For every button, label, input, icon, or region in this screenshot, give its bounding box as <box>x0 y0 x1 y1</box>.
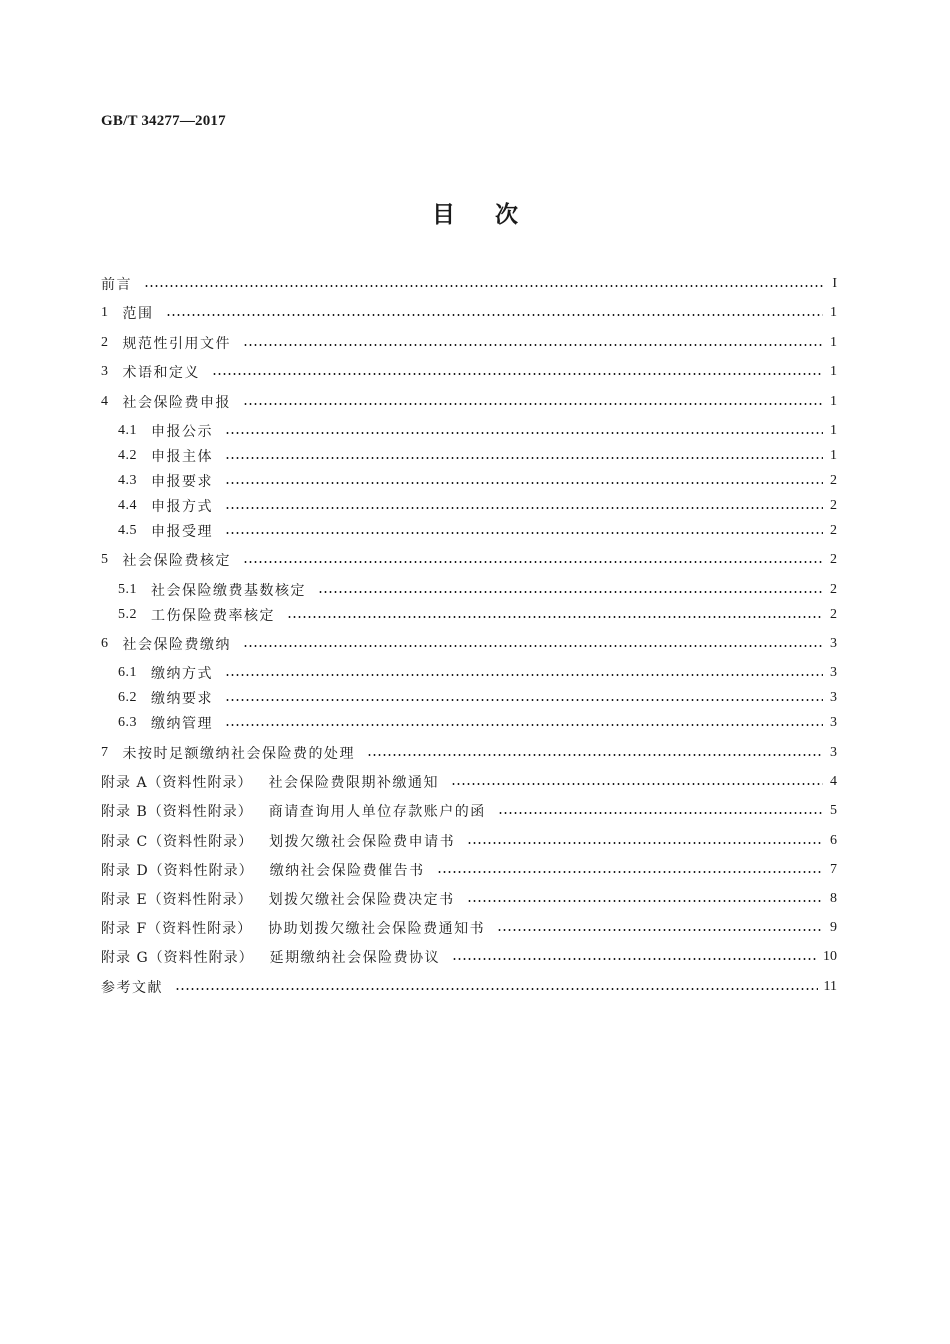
toc-entry-label: 缴纳方式 <box>151 666 213 682</box>
toc-entry[interactable] <box>118 604 837 626</box>
toc-entry-page-number: 2 <box>830 523 837 538</box>
toc-entry[interactable] <box>101 888 837 910</box>
toc-entry-number: 6.3 <box>118 715 137 730</box>
toc-entry-page-number: 1 <box>830 364 837 379</box>
toc-entry-label: 申报要求 <box>151 474 213 490</box>
toc-dot-leader <box>225 457 823 459</box>
toc-dot-leader <box>437 871 823 873</box>
toc-entry-number: 5 <box>101 552 109 567</box>
toc-entry[interactable] <box>101 332 837 354</box>
toc-entry-number: 5.2 <box>118 607 137 622</box>
toc-entry-number: 附录 B（资料性附录） <box>101 804 253 820</box>
toc-entry-label: 社会保险费申报 <box>122 395 231 411</box>
toc-entry-number: 附录 G（资料性附录） <box>101 950 254 966</box>
toc-dot-leader <box>318 591 823 593</box>
toc-dot-leader <box>243 403 823 405</box>
toc-entry[interactable] <box>101 549 837 571</box>
toc-entry-page-number: 3 <box>830 715 837 730</box>
toc-entry-label: 缴纳要求 <box>151 691 213 707</box>
toc-dot-leader <box>225 432 823 434</box>
toc-entry[interactable] <box>118 470 837 492</box>
toc-entry-page-number: 5 <box>830 803 837 818</box>
toc-entry-number: 2 <box>101 335 109 350</box>
toc-entry-label: 社会保险费缴纳 <box>122 637 231 653</box>
toc-entry-page-number: 2 <box>830 582 837 597</box>
toc-entry-page-number: 3 <box>830 636 837 651</box>
toc-entry-label: 参考文献 <box>101 980 163 996</box>
toc-entry[interactable] <box>118 712 837 734</box>
toc-dot-leader <box>144 285 823 287</box>
toc-dot-leader <box>451 783 823 785</box>
toc-entry-number: 6.1 <box>118 665 137 680</box>
standard-code: GB/T 34277—2017 <box>101 113 226 129</box>
toc-entry-label: 未按时足额缴纳社会保险费的处理 <box>122 746 355 762</box>
toc-entry-label: 工伤保险费率核定 <box>151 608 275 624</box>
toc-entry-number: 7 <box>101 745 109 760</box>
toc-entry-page-number: 9 <box>830 920 837 935</box>
toc-entry-number: 5.1 <box>118 582 137 597</box>
toc-entry-label: 申报方式 <box>151 499 213 515</box>
toc-dot-leader <box>175 988 818 990</box>
toc-entry[interactable] <box>118 420 837 442</box>
toc-entry-page-number: I <box>832 276 837 291</box>
toc-entry-label: 协助划拨欠缴社会保险费通知书 <box>268 921 486 937</box>
toc-dot-leader <box>212 373 823 375</box>
toc-dot-leader <box>166 314 824 316</box>
toc-entry-page-number: 2 <box>830 552 837 567</box>
toc-entry-page-number: 2 <box>830 498 837 513</box>
toc-dot-leader <box>243 561 823 563</box>
toc-entry-page-number: 6 <box>830 833 837 848</box>
toc-entry-number: 附录 E（资料性附录） <box>101 892 253 908</box>
toc-entry[interactable] <box>101 771 837 793</box>
toc-entry-number: 附录 C（资料性附录） <box>101 834 254 850</box>
toc-entry-number: 1 <box>101 305 109 320</box>
toc-dot-leader <box>367 754 823 756</box>
toc-entry-label: 商请查询用人单位存款账户的函 <box>268 804 486 820</box>
toc-entry-page-number: 2 <box>830 473 837 488</box>
toc-entry-page-number: 1 <box>830 394 837 409</box>
toc-dot-leader <box>243 344 823 346</box>
toc-entry[interactable] <box>118 495 837 517</box>
toc-entry-page-number: 1 <box>830 448 837 463</box>
toc-entry[interactable] <box>118 687 837 709</box>
toc-entry[interactable] <box>101 917 837 939</box>
toc-entry-number: 附录 A（资料性附录） <box>101 775 253 791</box>
toc-entry[interactable] <box>101 361 837 383</box>
toc-entry-page-number: 1 <box>830 305 837 320</box>
toc-dot-leader <box>243 645 823 647</box>
toc-entry-page-number: 8 <box>830 891 837 906</box>
toc-entry-number: 4 <box>101 394 109 409</box>
toc-entry[interactable] <box>101 859 837 881</box>
toc-entry-label: 划拨欠缴社会保险费决定书 <box>268 892 455 908</box>
toc-dot-leader <box>467 842 823 844</box>
toc-entry-number: 6 <box>101 636 109 651</box>
toc-entry-label: 申报公示 <box>151 424 213 440</box>
toc-entry-page-number: 4 <box>830 774 837 789</box>
toc-entry[interactable] <box>101 946 837 968</box>
toc-entry-number: 附录 F（资料性附录） <box>101 921 253 937</box>
toc-entry-page-number: 3 <box>830 665 837 680</box>
toc-entry-number: 4.4 <box>118 498 137 513</box>
toc-entry[interactable] <box>101 633 837 655</box>
toc-entry[interactable] <box>101 391 837 413</box>
toc-entry-page-number: 1 <box>830 423 837 438</box>
toc-entry-label: 延期缴纳社会保险费协议 <box>269 950 441 966</box>
toc-entry[interactable] <box>101 830 837 852</box>
toc-entry-label: 申报主体 <box>151 449 213 465</box>
toc-dot-leader <box>225 507 823 509</box>
toc-entry-label: 缴纳社会保险费催告书 <box>269 863 425 879</box>
toc-entry[interactable] <box>118 445 837 467</box>
toc-dot-leader <box>225 674 823 676</box>
toc-dot-leader <box>225 699 823 701</box>
toc-entry-label: 社会保险费限期补缴通知 <box>268 775 440 791</box>
toc-entry-label: 社会保险缴费基数核定 <box>151 583 306 599</box>
toc-entry[interactable] <box>118 520 837 542</box>
toc-entry-label: 划拨欠缴社会保险费申请书 <box>269 834 456 850</box>
toc-dot-leader <box>225 532 823 534</box>
toc-dot-leader <box>287 616 823 618</box>
toc-entry-number: 附录 D（资料性附录） <box>101 863 254 879</box>
toc-entry-label: 申报受理 <box>151 524 213 540</box>
toc-entry-label: 前言 <box>101 277 132 293</box>
toc-dot-leader <box>225 724 823 726</box>
toc-entry[interactable] <box>118 662 837 684</box>
toc-entry-page-number: 10 <box>823 949 837 964</box>
toc-dot-leader <box>452 958 817 960</box>
toc-dot-leader <box>497 929 823 931</box>
toc-entry-page-number: 1 <box>830 335 837 350</box>
toc-entry-page-number: 7 <box>830 862 837 877</box>
toc-entry-number: 4.2 <box>118 448 137 463</box>
toc-entry-label: 缴纳管理 <box>151 716 213 732</box>
toc-entry[interactable] <box>101 742 837 764</box>
toc-entry-page-number: 11 <box>823 979 837 994</box>
toc-entry-page-number: 3 <box>830 690 837 705</box>
toc-entry-page-number: 2 <box>830 607 837 622</box>
page-title: 目次 <box>432 202 558 228</box>
toc-entry-number: 4.1 <box>118 423 137 438</box>
toc-entry[interactable] <box>101 976 837 998</box>
toc-dot-leader <box>467 900 823 902</box>
toc-entry-label: 社会保险费核定 <box>122 553 231 569</box>
toc-entry-label: 规范性引用文件 <box>122 336 231 352</box>
toc-entry-page-number: 3 <box>830 745 837 760</box>
toc-entry-number: 3 <box>101 364 109 379</box>
toc-entry[interactable] <box>101 302 837 324</box>
toc-entry[interactable] <box>101 800 837 822</box>
toc-entry-number: 4.3 <box>118 473 137 488</box>
toc-dot-leader <box>225 482 823 484</box>
toc-entry-label: 术语和定义 <box>122 365 200 381</box>
toc-entry-label: 范围 <box>122 306 154 322</box>
toc-entry-number: 4.5 <box>118 523 137 538</box>
toc-entry[interactable] <box>118 579 837 601</box>
toc-entry-number: 6.2 <box>118 690 137 705</box>
toc-dot-leader <box>498 812 823 814</box>
toc-entry[interactable] <box>101 273 837 295</box>
